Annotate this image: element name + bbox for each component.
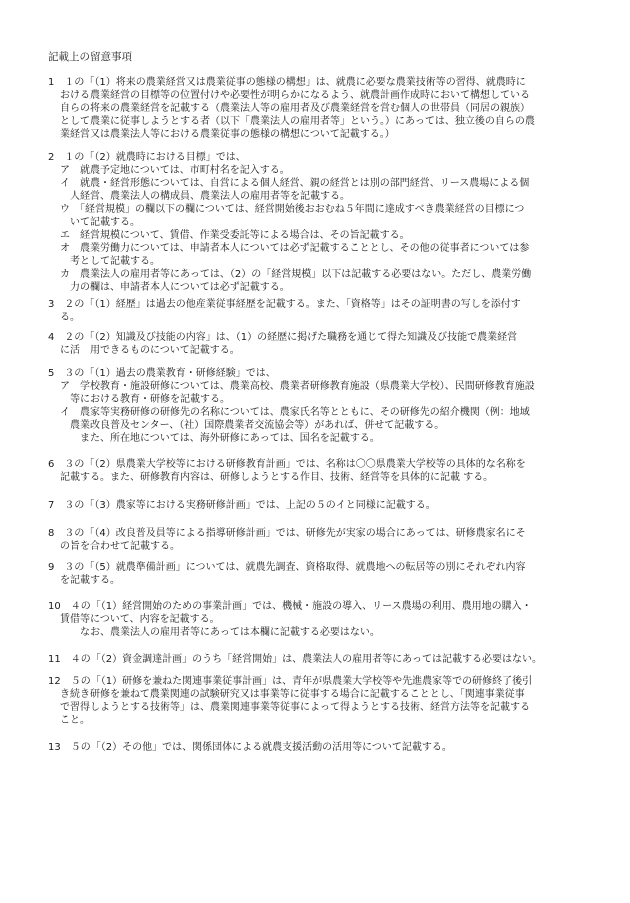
note-line: ウ 「経営規模」の欄以下の欄については、経営開始後おおむね５年間に達成すべき農業経営の目標につ xyxy=(60,204,525,215)
note-line: カ 農業法人の雇用者等にあっては、（2）の「経営規模」以下は記載する必要はない。ただし、農業労働 xyxy=(60,269,532,280)
note-item-1 xyxy=(48,76,588,141)
note-item-8 xyxy=(48,527,588,553)
note-item-10 xyxy=(48,600,588,639)
note-line: き続き研修を兼ねて農業関連の試験研究又は事業等に従事する場合に記載することとし、「関連事業従事 xyxy=(60,689,525,700)
note-line: ア 就農予定地については、市町村名を記入する。 xyxy=(60,165,290,176)
note-line: イ 農家等実務研修の研修先の名称については、農家氏名等とともに、その研修先の紹介機関（例：地域 xyxy=(60,407,530,418)
note-line: 8 ３の「（4）改良普及員等による指導研修計画」では、研修先が実家の場合にあっては、研修農家名にそ xyxy=(48,528,526,539)
note-line: イ 就農・経営形態については、自営による個人経営、親の経営とは別の部門経営、リース農場による個 xyxy=(60,178,530,189)
note-item-11 xyxy=(48,653,588,666)
note-item-9 xyxy=(48,561,588,587)
note-item-13 xyxy=(48,741,588,754)
note-line: 考として記載する。 xyxy=(70,256,160,267)
note-line: 2 １の「（2）就農時における目標」では、 xyxy=(48,152,246,163)
document-title: 記載上の留意事項 xyxy=(48,51,132,63)
note-line: 5 ３の「（1）過去の農業教育・研修経験」では、 xyxy=(48,368,276,379)
note-line: 10 ４の「（1）経営開始のための事業計画」では、機械・施設の導入、リース農場の利用、農用地の購入・ xyxy=(48,601,532,612)
note-item-2 xyxy=(48,151,588,294)
note-line: る。 xyxy=(60,312,80,323)
note-line: 6 ３の「（2）県農業大学校等における研修教育計画」では、名称は〇〇県農業大学校等の具体的な名称を xyxy=(48,459,526,470)
note-line: 9 ３の「（5）就農準備計画」については、就農先調査、資格取得、就農地への転居等の別にそれぞれ内容 xyxy=(48,562,526,573)
note-line: 13 ５の「（2）その他」では、関係団体による就農支援活動の活用等について記載する。 xyxy=(48,742,452,753)
note-line: 業経営又は農業法人等における農業従事の態様の構想について記載する。） xyxy=(60,129,395,140)
note-line: として農業に従事しようとする者（以下「農業法人の雇用者等」という。）にあっては、独立後の自らの農 xyxy=(60,116,535,127)
note-line: おける農業経営の目標等の位置付けや必要性が明らかになるよう、就農計画作成時において構想している xyxy=(60,90,530,101)
note-line: ア 学校教育・施設研修については、農業高校、農業者研修教育施設（県農業大学校）、民間研修教育施設 xyxy=(60,381,535,392)
note-line: いて記載する。 xyxy=(70,217,140,228)
note-line: 等における教育・研修を記載する。 xyxy=(70,394,230,405)
note-line: オ 農業労働力については、申請者本人については必ず記載することとし、その他の従事者については参 xyxy=(60,243,530,254)
note-line: を記載する。 xyxy=(60,575,120,586)
note-line: 自らの将来の農業経営を記載する（農業法人等の雇用者及び農業経営を営む個人の世帯員（同居の親族） xyxy=(60,103,530,114)
note-item-4 xyxy=(48,331,588,357)
note-line: また、所在地については、海外研修にあっては、国名を記載する。 xyxy=(60,433,380,444)
note-line: 1 １の「（1）将来の農業経営又は農業従事の態様の構想」は、就農に必要な農業技術等の習得、就農時に xyxy=(48,77,526,88)
note-item-5 xyxy=(48,367,588,445)
note-line: エ 経営規模について、賃借、作業受委託等による場合は、その旨記載する。 xyxy=(60,230,410,241)
note-line: 12 ５の「（1）研修を兼ねた関連事業従事計画」は、青年が県農業大学校等や先進農家等での研修終了後引 xyxy=(48,676,533,687)
note-line: 農業改良普及センター、（社）国際農業者交流協会等）があれば、併せて記載する。 xyxy=(70,420,445,431)
note-item-12 xyxy=(48,675,588,727)
note-item-6 xyxy=(48,458,588,484)
note-line: 人経営、農業法人の構成員、農業法人の雇用者等を記載する。 xyxy=(70,191,350,202)
note-line: 賃借等について、内容を記載する。 xyxy=(60,614,220,625)
note-line: 力の欄は、申請者本人については必ず記載する。 xyxy=(70,282,290,293)
note-line: の旨を合わせて記載する。 xyxy=(60,541,180,552)
note-line: 記載する。また、研修教育内容は、研修しようとする作目、技術、経営等を具体的に記載 する。 xyxy=(60,472,494,483)
note-line: 11 ４の「（2）資金調達計画」のうち「経営開始」は、農業法人の雇用者等にあっては記載する必要はない。 xyxy=(48,654,542,665)
note-line: に活 用できるものについて記載する。 xyxy=(60,345,240,356)
note-line: で習得しようとする技術等」は、農業関連事業等従事によって得ようとする技術、経営方法等を記載する xyxy=(60,702,530,713)
note-line: こと。 xyxy=(60,715,90,726)
note-item-3 xyxy=(48,298,588,324)
note-line: 3 ２の「（1）経歴」は過去の他産業従事経歴を記載する。また、「資格等」はその証明書の写しを添付す xyxy=(48,299,521,310)
note-line: 4 ２の「（2）知識及び技能の内容」は、（1）の経歴に掲げた職務を通じて得た知識及び技能で農業経営 xyxy=(48,332,518,343)
note-item-7 xyxy=(48,499,588,512)
note-line: なお、農業法人の雇用者等にあっては本欄に記載する必要はない。 xyxy=(70,627,380,638)
note-line: 7 ３の「（3）農家等における実務研修計画」では、上記の５のイと同様に記載する。 xyxy=(48,500,436,511)
